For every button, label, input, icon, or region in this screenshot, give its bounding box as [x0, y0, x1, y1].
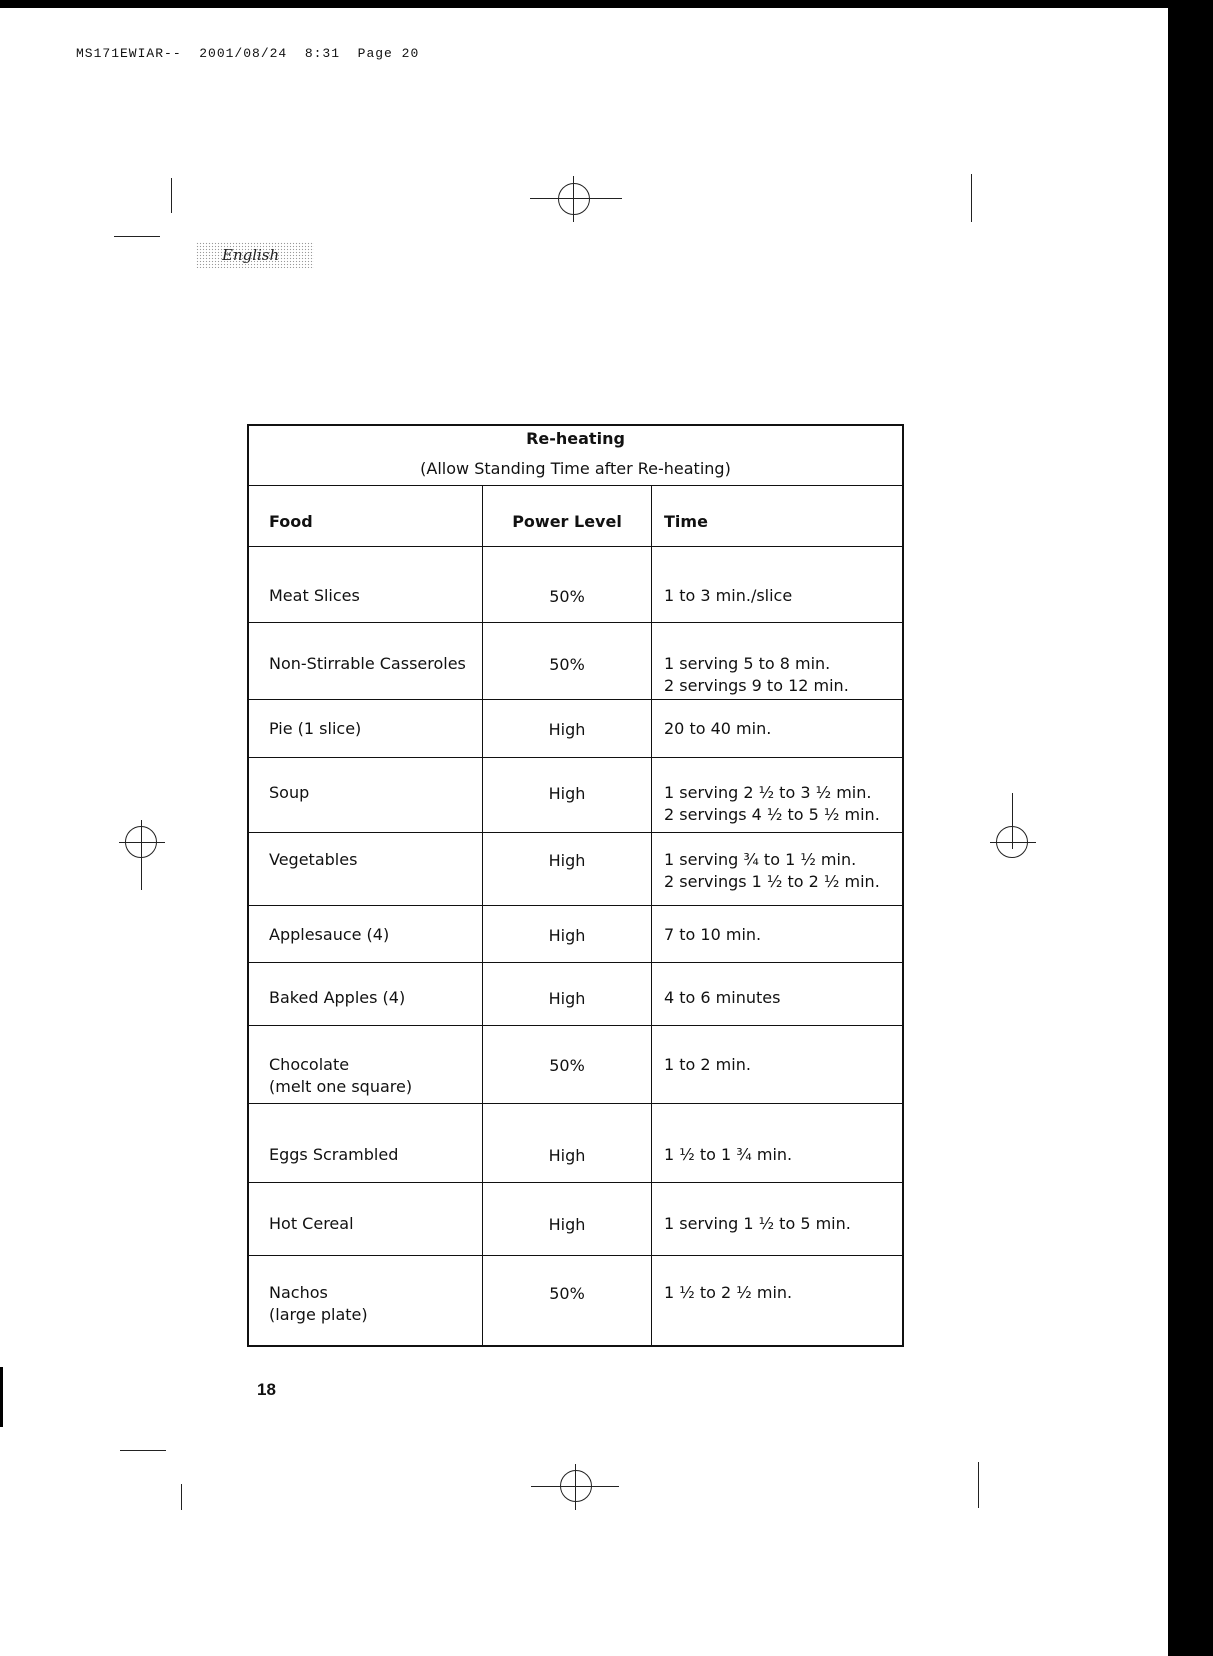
power-level-cell: [483, 547, 652, 623]
column-header-food: Food: [248, 486, 483, 547]
table-body: [248, 547, 903, 1346]
table-row: [248, 833, 903, 906]
food-cell-text: Chocolate: [269, 1055, 350, 1074]
power-level-cell: [483, 700, 652, 758]
power-level-text: High: [548, 851, 586, 870]
reheating-table: [247, 424, 904, 1347]
power-level-text: 50%: [549, 655, 585, 674]
power-level-text: High: [548, 989, 586, 1008]
power-level-text: High: [548, 784, 586, 803]
food-cell-text: Baked Apples (4): [269, 988, 406, 1007]
fax-header: MS171EWIAR-- 2001/08/24 8:31 Page 20: [76, 46, 420, 61]
time-cell-text: 2 servings 9 to 12 min.: [664, 676, 849, 695]
time-cell-text: 1 ½ to 1 ¾ min.: [664, 1145, 793, 1164]
food-cell-text: Non-Stirrable Casseroles: [269, 654, 466, 673]
table-header-row: [248, 486, 903, 547]
power-level-cell: [483, 1256, 652, 1346]
food-cell: [248, 547, 483, 623]
power-level-text: High: [548, 720, 586, 739]
table-title: Re-heating: [248, 425, 903, 453]
food-cell: [248, 1256, 483, 1346]
power-level-cell: [483, 906, 652, 963]
scan-top-border: [0, 0, 1213, 8]
food-cell: [248, 1183, 483, 1256]
time-cell: [652, 700, 904, 758]
table-row: [248, 906, 903, 963]
time-cell-text: 1 serving 2 ½ to 3 ½ min.: [664, 783, 872, 802]
time-cell: [652, 1183, 904, 1256]
language-tag: English: [196, 242, 314, 268]
table-row: [248, 623, 903, 700]
food-cell: [248, 758, 483, 833]
scan-right-border: [1168, 0, 1213, 1656]
table-row: [248, 547, 903, 623]
power-level-text: 50%: [549, 587, 585, 606]
power-level-text: High: [548, 1215, 586, 1234]
table-subtitle: (Allow Standing Time after Re-heating): [248, 453, 903, 486]
time-cell-text: 1 serving 1 ½ to 5 min.: [664, 1214, 851, 1233]
time-cell-text: 20 to 40 min.: [664, 719, 772, 738]
food-cell-text: Meat Slices: [269, 586, 360, 605]
food-cell-text: Vegetables: [269, 850, 358, 869]
time-cell: [652, 758, 904, 833]
power-level-cell: [483, 758, 652, 833]
table-row: [248, 758, 903, 833]
power-level-cell: [483, 1183, 652, 1256]
table-row: [248, 1104, 903, 1183]
time-cell-text: 1 serving 5 to 8 min.: [664, 654, 831, 673]
power-level-cell: [483, 623, 652, 700]
time-cell: [652, 963, 904, 1026]
time-cell-text: 7 to 10 min.: [664, 925, 762, 944]
food-cell-text: (melt one square): [269, 1077, 413, 1096]
food-cell: [248, 1026, 483, 1104]
power-level-cell: [483, 833, 652, 906]
food-cell: [248, 1104, 483, 1183]
power-level-text: 50%: [549, 1284, 585, 1303]
reheating-table-wrapper: [247, 424, 904, 1347]
food-cell-text: Pie (1 slice): [269, 719, 362, 738]
food-cell: [248, 906, 483, 963]
food-cell-text: Soup: [269, 783, 310, 802]
time-cell-text: 2 servings 1 ½ to 2 ½ min.: [664, 872, 880, 891]
power-level-cell: [483, 1104, 652, 1183]
power-level-cell: [483, 1026, 652, 1104]
food-cell: [248, 963, 483, 1026]
time-cell-text: 1 to 2 min.: [664, 1055, 751, 1074]
power-level-text: High: [548, 926, 586, 945]
time-cell-text: 1 serving ¾ to 1 ½ min.: [664, 850, 857, 869]
time-cell-text: 4 to 6 minutes: [664, 988, 781, 1007]
time-cell-text: 2 servings 4 ½ to 5 ½ min.: [664, 805, 880, 824]
table-row: [248, 1183, 903, 1256]
table-row: [248, 1026, 903, 1104]
food-cell: [248, 833, 483, 906]
time-cell-text: 1 to 3 min./slice: [664, 586, 793, 605]
food-cell-text: Hot Cereal: [269, 1214, 354, 1233]
page-number: 18: [257, 1380, 276, 1399]
table-row: [248, 1256, 903, 1346]
table-row: [248, 963, 903, 1026]
food-cell-text: (large plate): [269, 1305, 368, 1324]
scan-left-mark: [0, 1367, 3, 1427]
food-cell-text: Eggs Scrambled: [269, 1145, 399, 1164]
time-cell: [652, 906, 904, 963]
time-cell-text: 1 ½ to 2 ½ min.: [664, 1283, 793, 1302]
time-cell: [652, 547, 904, 623]
time-cell: [652, 833, 904, 906]
power-level-text: High: [548, 1146, 586, 1165]
food-cell: [248, 700, 483, 758]
time-cell: [652, 1104, 904, 1183]
time-cell: [652, 1026, 904, 1104]
column-header-time: Time: [652, 486, 904, 547]
time-cell: [652, 1256, 904, 1346]
table-row: [248, 700, 903, 758]
food-cell-text: Nachos: [269, 1283, 328, 1302]
food-cell-text: Applesauce (4): [269, 925, 390, 944]
time-cell: [652, 623, 904, 700]
power-level-cell: [483, 963, 652, 1026]
column-header-power-level: Power Level: [483, 486, 652, 547]
power-level-text: 50%: [549, 1056, 585, 1075]
food-cell: [248, 623, 483, 700]
